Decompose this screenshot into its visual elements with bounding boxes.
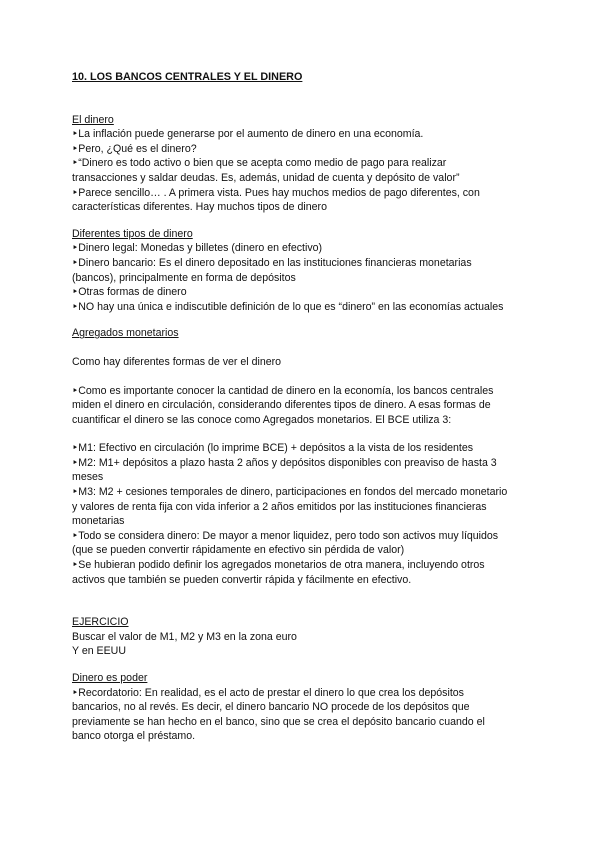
text-line: ‣NO hay una única e indiscutible definición de lo que es “dinero” en las economías actuales	[72, 300, 504, 313]
text-line: ‣M1: Efectivo en circulación (lo imprime BCE) + depósitos a la vista de los residentes	[72, 442, 474, 455]
text-line: ‣“Dinero es todo activo o bien que se acepta como medio de pago para realizar	[72, 157, 447, 170]
text-line: Buscar el valor de M1, M2 y M3 en la zona euro	[72, 630, 297, 643]
heading-tipos-de-dinero: Diferentes tipos de dinero	[72, 227, 193, 240]
document-title: 10. LOS BANCOS CENTRALES Y EL DINERO	[72, 71, 303, 83]
text-line: (que se pueden convertir rápidamente en efectivo sin pérdida de valor)	[72, 544, 405, 557]
text-line: ‣Dinero legal: Monedas y billetes (dinero en efectivo)	[72, 242, 323, 255]
text-line: ‣Recordatorio: En realidad, es el acto de prestar el dinero lo que crea los depósitos	[72, 686, 464, 699]
text-line: banco otorga el préstamo.	[72, 730, 196, 743]
text-line: bancarios, no al revés. Es decir, el dinero bancario NO procede de los depósitos que	[72, 701, 470, 714]
text-line: ‣La inflación puede generarse por el aumento de dinero en una economía.	[72, 128, 424, 141]
heading-ejercicio: EJERCICIO	[72, 616, 129, 629]
heading-el-dinero: El dinero	[72, 113, 114, 126]
text-line: ‣Dinero bancario: Es el dinero depositado en las instituciones financieras monetarias	[72, 256, 472, 269]
text-line: activos que también se pueden convertir rápida y fácilmente en efectivo.	[72, 573, 412, 586]
heading-agregados-monetarios: Agregados monetarios	[72, 327, 179, 340]
text-line: y valores de renta fija con vida inferior a 2 años emitidos por las instituciones financieras	[72, 500, 487, 513]
text-line: ‣M3: M2 + cesiones temporales de dinero, participaciones en fondos del mercado monetario	[72, 486, 508, 499]
heading-dinero-es-poder: Dinero es poder	[72, 672, 148, 684]
text-line: miden el dinero en circulación, considerando diferentes tipos de dinero. A esas formas de	[72, 399, 491, 412]
text-line: (bancos), principalmente en forma de depósitos	[72, 271, 296, 284]
text-line: ‣Parece sencillo… . A primera vista. Pues hay muchos medios de pago diferentes, con	[72, 186, 480, 199]
text-line: Como hay diferentes formas de ver el dinero	[72, 355, 282, 368]
text-line: ‣Todo se considera dinero: De mayor a menor liquidez, pero todo son activos muy líquidos	[72, 529, 499, 542]
text-line: ‣Se hubieran podido definir los agregados monetarios de otra manera, incluyendo otros	[72, 559, 485, 572]
text-line: ‣M2: M1+ depósitos a plazo hasta 2 años y depósitos disponibles con preaviso de hasta 3	[72, 456, 497, 469]
document-page	[72, 70, 532, 744]
text-line: cuantificar el dinero se las conoce como Agregados monetarios. El BCE utiliza 3:	[72, 413, 452, 426]
text-line: transacciones y saldar deudas. Es, además, unidad de cuenta y depósito de valor”	[72, 171, 460, 184]
text-line: meses	[72, 471, 104, 484]
text-line: ‣Pero, ¿Qué es el dinero?	[72, 142, 197, 155]
text-line: Y en EEUU	[72, 645, 126, 658]
text-line: previamente se han hecho en el banco, sino que se crea el depósito bancario cuando el	[72, 715, 485, 728]
text-line: ‣Otras formas de dinero	[72, 286, 187, 299]
text-line: monetarias	[72, 515, 125, 528]
text-line: características diferentes. Hay muchos tipos de dinero	[72, 201, 327, 214]
text-line: ‣Como es importante conocer la cantidad de dinero en la economía, los bancos centrales	[72, 384, 494, 397]
